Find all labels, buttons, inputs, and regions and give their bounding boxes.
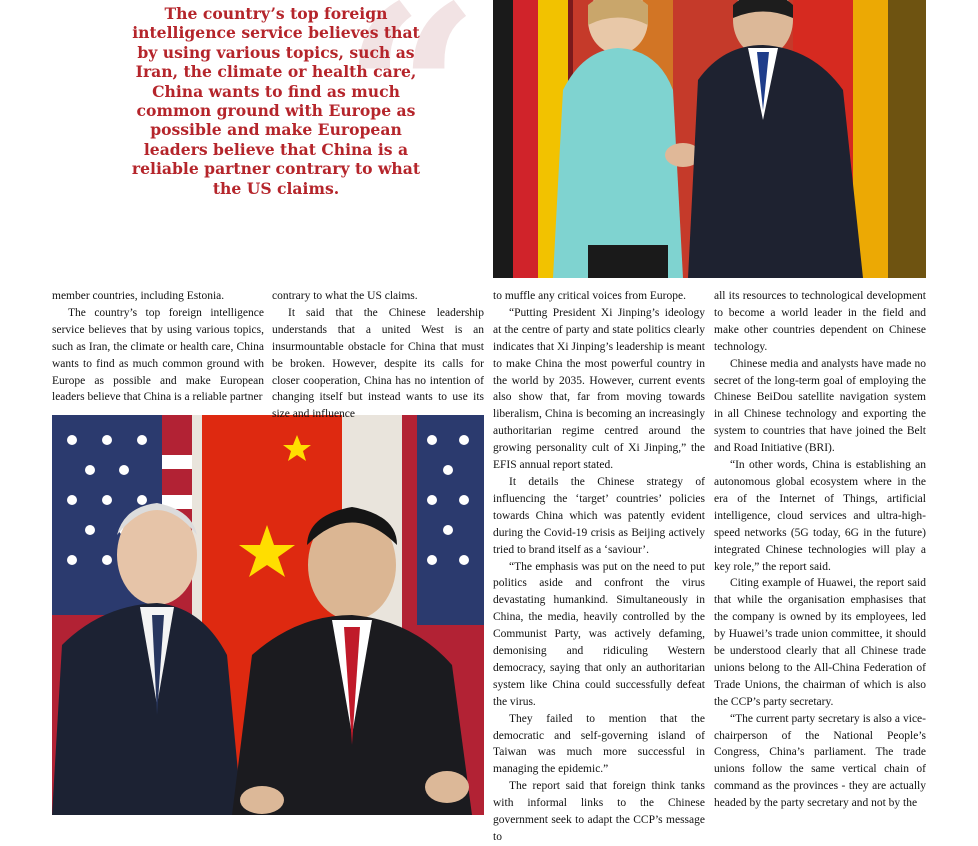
- paragraph: The report said that foreign think tanks with informal links to the Chinese government seek to adapt the CCP’s message to: [493, 780, 705, 843]
- article-column-4: [714, 288, 926, 812]
- paragraph: Citing example of Huawei, the report said that while the organisation emphasises that the company is owned by its employees, led by Huawei’s trade union committee, it should be understood clearly that all Chinese trade unions belong to the All-China Federation of Trade Unions, the chairman of which is also the CCP’s party secretary.: [714, 577, 926, 708]
- article-column-3: [493, 288, 705, 846]
- photo-merkel-xi-handshake: [493, 0, 926, 278]
- paragraph: It said that the Chinese leadership understands that a united West is an insurmountable obstacle for China that must be broken. However, despite its calls for closer cooperation, China has no intention of changing itself but instead wants to use its size and influence: [272, 306, 484, 421]
- paragraph: “Putting President Xi Jinping’s ideology at the centre of party and state politics clearly indicates that Xi Jinping’s leadership is meant to make China the most powerful country in the world by 2035. However, current events also show that, far from moving towards liberalism, China is becoming an increasingly authoritarian regime centred around the growing personality cult of Xi Jinping,” the EFIS annual report stated.: [493, 306, 705, 472]
- paragraph: contrary to what the US claims.: [272, 290, 418, 302]
- paragraph: “In other words, China is establishing an autonomous global ecosystem where in the era of the Internet of Things, artificial intelligence, cloud services and ultra-high-speed networks (5G today, 6G in the future) integrated Chinese technologies will play a key role,” the report said.: [714, 459, 926, 573]
- article-column-1: [52, 288, 264, 406]
- photo-biden-xi-handshake: [52, 415, 484, 815]
- pull-quote-text: The country’s top foreign intelligence service believes that by using various topics, such as Iran, the climate or health care, China wants to find as much common ground with Europe as possible and make European leaders believe that China is a reliable partner contrary to what the US claims.: [131, 4, 421, 198]
- paragraph: Chinese media and analysts have made no secret of the long-term goal of employing the Chinese BeiDou satellite navigation system in all Chinese technology and exporting the system to countries that have joined the Belt and Road Initiative (BRI).: [714, 357, 926, 455]
- article-column-2: [272, 288, 484, 423]
- paragraph: “The emphasis was put on the need to put politics aside and confront the virus devastating humankind. Simultaneously in China, the media, heavily controlled by the Communist Party, was actively defaming, demonising and ridiculing Western democracy, saying that only an authoritarian system like China could successfully defeat the virus.: [493, 560, 705, 708]
- paragraph: The country’s top foreign intelligence service believes that by using various topics, such as Iran, the climate or health care, China wants to find as much common ground with Europe as possible and make European leaders believe that China is a reliable partner: [52, 306, 264, 404]
- quote-mark-icon: “: [342, 0, 481, 235]
- paragraph: “The current party secretary is also a vice-chairperson of the National People’s Congress, China’s parliament. The trade unions follow the same vertical chain of command as the provinces - they are actually headed by the party secretary and not by the: [714, 712, 926, 810]
- paragraph: to muffle any critical voices from Europe.: [493, 290, 686, 302]
- paragraph: They failed to mention that the democratic and self-governing island of Taiwan was much more successful in managing the epidemic.”: [493, 712, 705, 776]
- paragraph: It details the Chinese strategy of influencing the ‘target’ countries’ policies towards China which was patently evident during the Covid-19 crisis as Beijing actively tried to brand itself as a ‘saviour’.: [493, 475, 705, 556]
- pull-quote: [120, 0, 481, 235]
- paragraph: member countries, including Estonia.: [52, 290, 225, 302]
- paragraph: all its resources to technological development to become a world leader in the field and make other countries dependent on Chinese technology.: [714, 290, 926, 353]
